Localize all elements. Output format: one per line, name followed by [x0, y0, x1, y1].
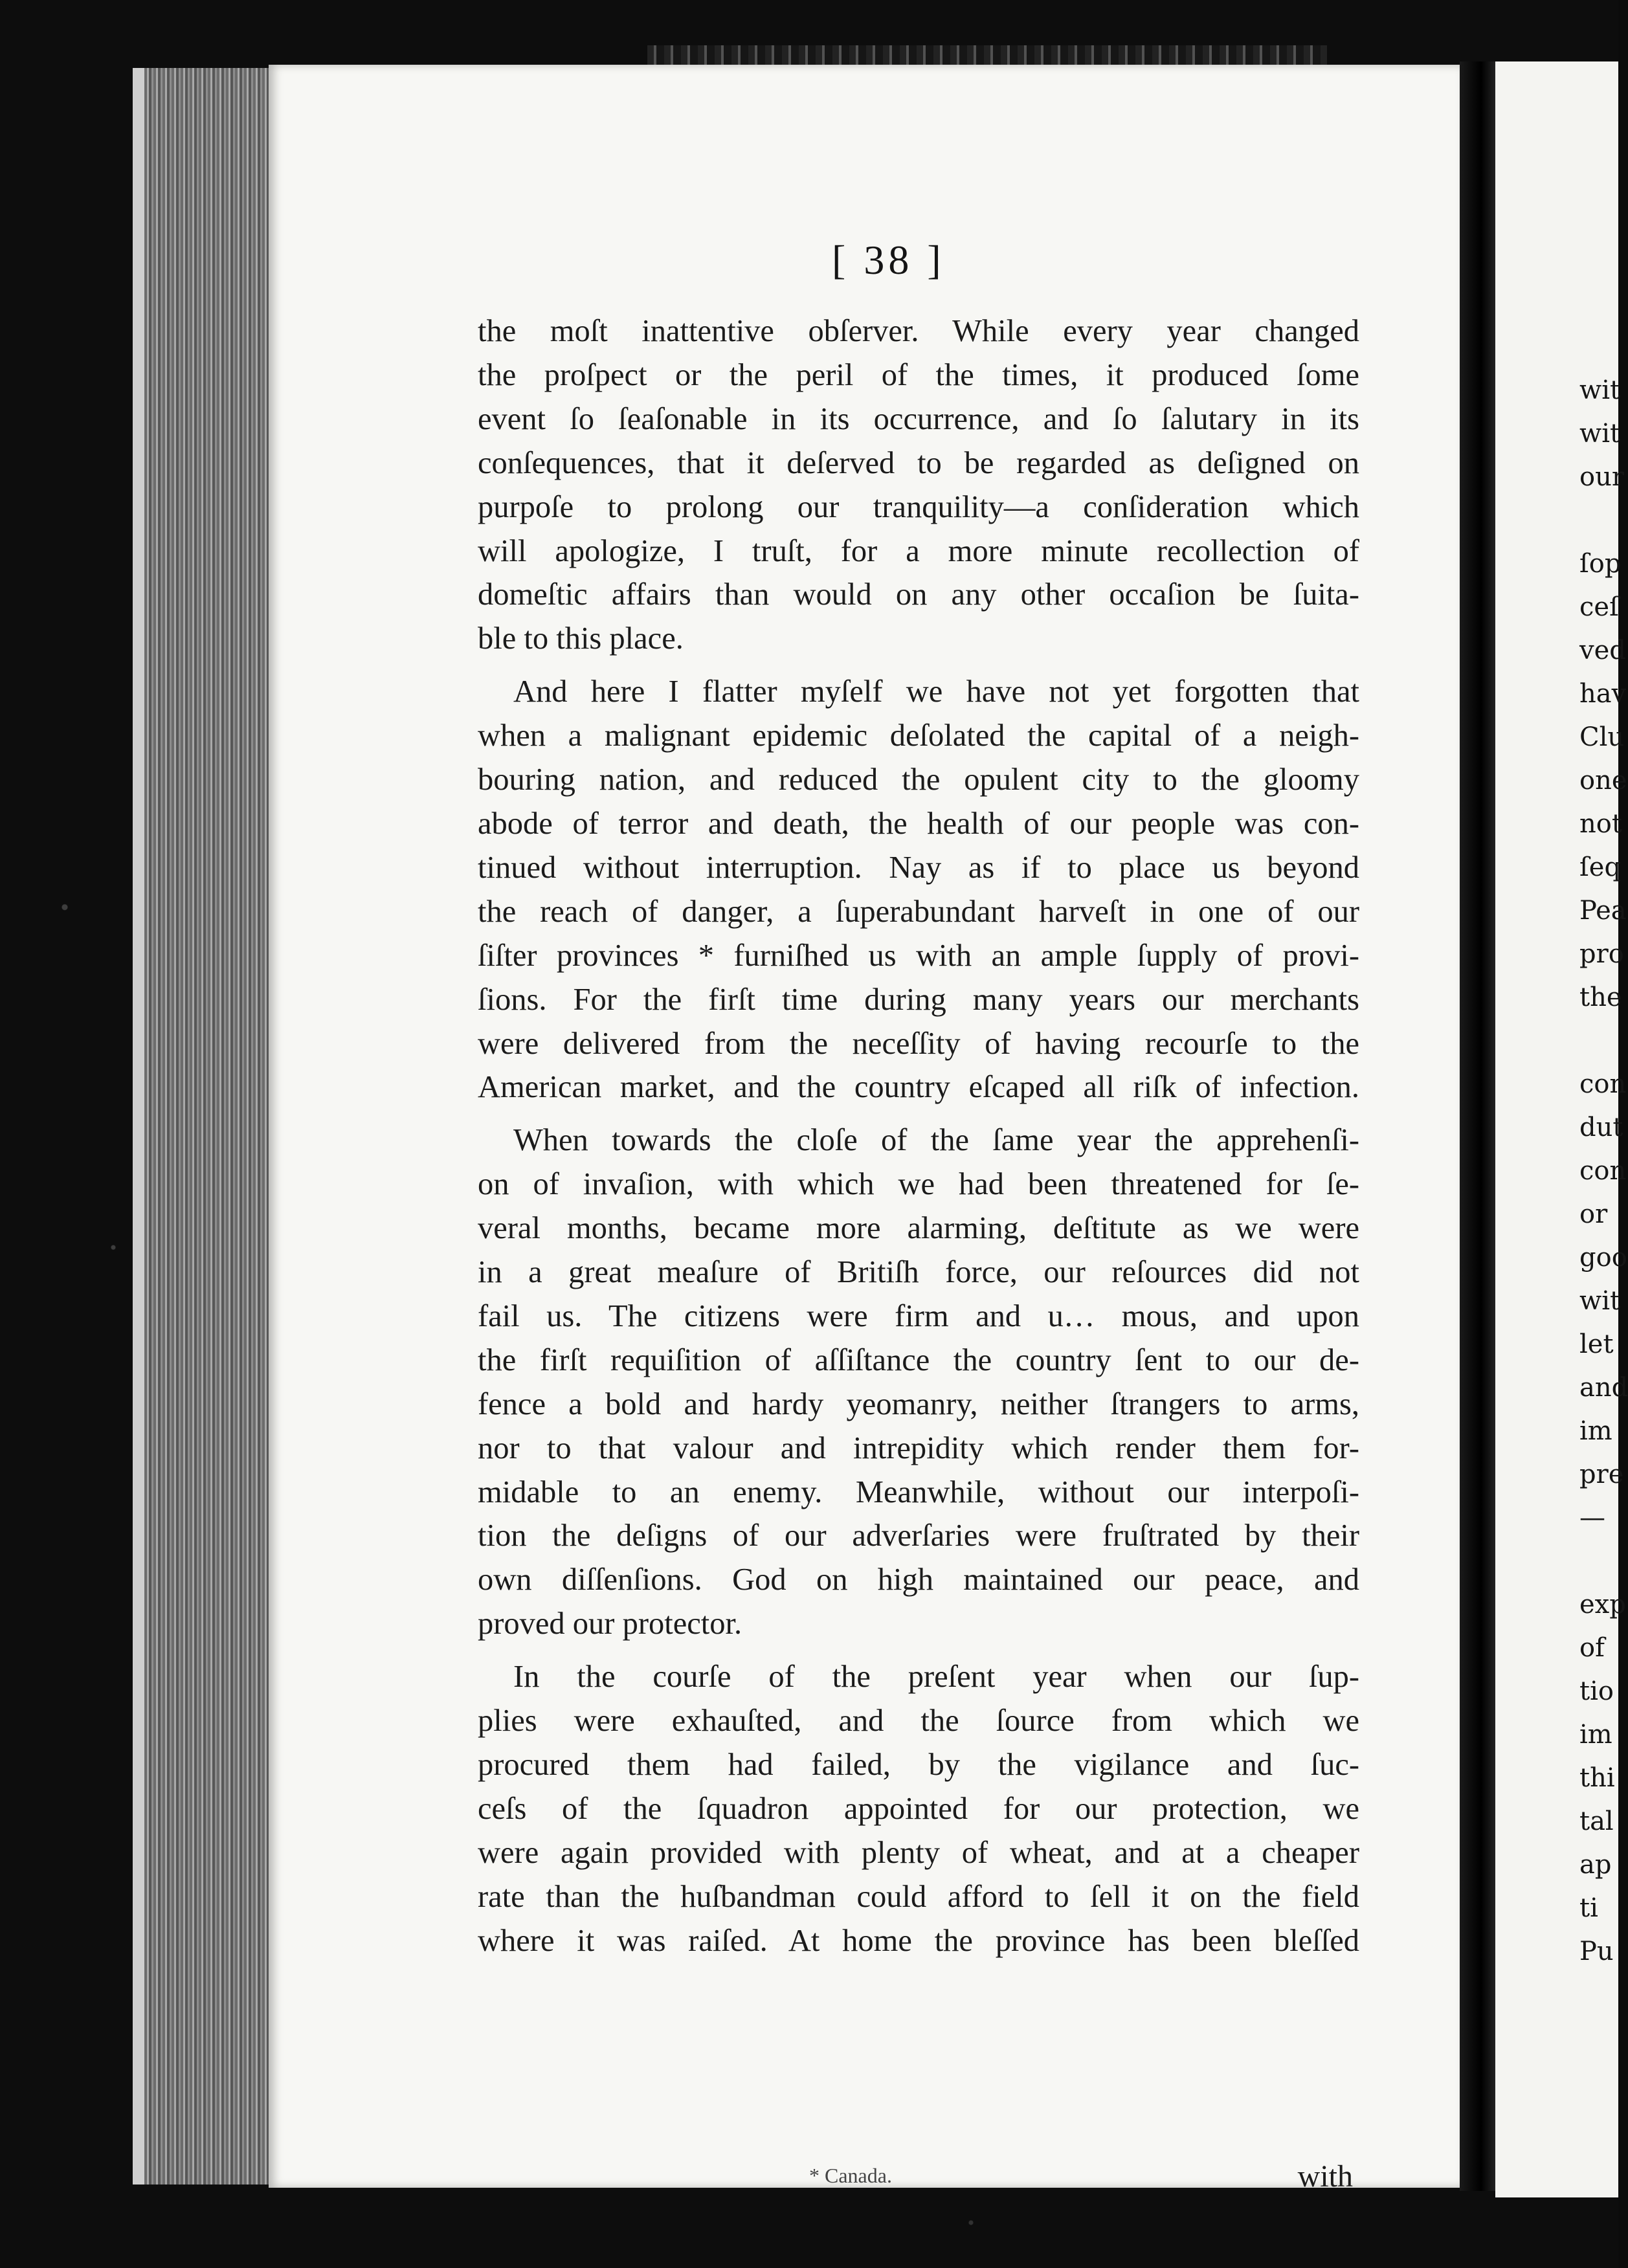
text-line: when a malignant epidemic deſolated the capital of a neigh-	[478, 718, 1359, 753]
facing-page-fragment: hav	[1579, 679, 1627, 709]
text-line: tinued without interruption. Nay as if to place us beyond	[478, 850, 1359, 885]
facing-page-fragment: wit	[1579, 1286, 1621, 1316]
text-line: ble to this place.	[478, 621, 684, 656]
text-line: rate than the huſbandman could afford to ſell it on the field	[478, 1879, 1359, 1914]
facing-page-fragment: and	[1579, 1373, 1628, 1403]
text-line: conſequences, that it deſerved to be regarded as deſigned on	[478, 445, 1359, 480]
text-line: on of invaſion, with which we had been threatened for ſe-	[478, 1167, 1359, 1202]
facing-page-fragment: —	[1579, 1503, 1605, 1533]
facing-page-fragment: Pea	[1579, 896, 1627, 926]
text-line: where it was raiſed. At home the province has been bleſſed	[478, 1923, 1359, 1958]
facing-page-fragment: dut	[1579, 1113, 1623, 1142]
facing-page-fragment: ap	[1579, 1850, 1612, 1880]
text-line: American market, and the country eſcaped all riſk of infection.	[478, 1070, 1359, 1105]
facing-page-fragment: ceſ	[1579, 592, 1619, 622]
facing-page-fragment: let	[1579, 1329, 1614, 1359]
text-line: procured them had failed, by the vigilance and ſuc-	[478, 1748, 1359, 1782]
text-line: ceſs of the ſquadron appointed for our protection, we	[478, 1791, 1359, 1826]
page-number-header: [ 38 ]	[832, 237, 945, 283]
facing-page-fragment: Clu	[1579, 722, 1625, 752]
body-text	[478, 309, 1359, 1963]
facing-page-fragment: pre	[1579, 1460, 1624, 1489]
facing-page-fragment: tal	[1579, 1807, 1614, 1836]
facing-page-fragment: goo	[1579, 1243, 1627, 1273]
text-line: midable to an enemy. Meanwhile, without our interpoſi-	[478, 1474, 1359, 1509]
text-line: In the courſe of the preſent year when our ſup-	[513, 1660, 1359, 1695]
facing-page-fragment: Pu	[1579, 1937, 1614, 1966]
text-line: nor to that valour and intrepidity which render them for-	[478, 1430, 1359, 1465]
facing-page-fragment: not	[1579, 809, 1622, 839]
text-line: When towards the cloſe of the ſame year the apprehenſi-	[513, 1123, 1359, 1158]
facing-page-fragment: exp	[1579, 1590, 1626, 1619]
facing-page-fragment: ved	[1579, 636, 1626, 665]
facing-page	[1495, 61, 1628, 2197]
facing-page-fragment: of	[1579, 1633, 1605, 1663]
text-line: bouring nation, and reduced the opulent city to the gloomy	[478, 762, 1359, 797]
book-binding-top	[647, 45, 1327, 65]
text-line: fail us. The citizens were firm and u… mous, and upon	[478, 1298, 1359, 1333]
book-gutter	[1460, 61, 1495, 2191]
text-line: event ſo ſeaſonable in its occurrence, and ſo ſalutary in its	[478, 401, 1359, 436]
facing-page-fragment: pro	[1579, 939, 1624, 969]
page-block-edge	[133, 68, 287, 2185]
facing-page-fragment: con	[1579, 1156, 1627, 1186]
text-line: ſions. For the firſt time during many years our merchants	[478, 982, 1359, 1017]
facing-page-fragment: one	[1579, 766, 1627, 795]
facing-page-fragment: con	[1579, 1069, 1627, 1099]
footnote: * Canada.	[809, 2164, 892, 2187]
text-line: own diſſenſions. God on high maintained our peace, and	[478, 1562, 1359, 1597]
text-line: ſiſter provinces * furniſhed us with an ample ſupply of provi-	[478, 938, 1359, 973]
text-line: the proſpect or the peril of the times, it produced ſome	[478, 357, 1359, 392]
facing-page-fragment: ſop	[1579, 549, 1622, 579]
facing-page-fragment: im	[1579, 1416, 1612, 1446]
text-line: plies were exhauſted, and the ſource from which we	[478, 1704, 1359, 1739]
text-line: were delivered from the neceſſity of having recourſe to the	[478, 1026, 1359, 1061]
catchword: with	[1297, 2159, 1353, 2194]
facing-page-fragment: our	[1579, 462, 1624, 492]
facing-page-fragment: the	[1579, 983, 1622, 1012]
facing-page-fragment: or	[1579, 1199, 1608, 1229]
text-line: tion the deſigns of our adverſaries were fruſtrated by their	[478, 1518, 1359, 1553]
facing-page-fragment: ſeq	[1579, 852, 1622, 882]
facing-page-fragment: wit	[1579, 419, 1621, 449]
facing-page-fragment: tio	[1579, 1676, 1614, 1706]
text-line: the reach of danger, a ſuperabundant harveſt in one of our	[478, 894, 1359, 929]
facing-page-fragment: im	[1579, 1720, 1612, 1750]
text-line: veral months, became more alarming, deſtitute as we were	[478, 1211, 1359, 1246]
text-line: proved our protector.	[478, 1606, 742, 1641]
text-line: the moſt inattentive obſerver. While every year changed	[478, 314, 1359, 348]
text-line: were again provided with plenty of wheat, and at a cheaper	[478, 1835, 1359, 1870]
text-line: abode of terror and death, the health of our people was con-	[478, 806, 1359, 841]
facing-page-fragment: wit	[1579, 375, 1621, 405]
facing-page-fragment: thi	[1579, 1763, 1615, 1793]
text-line: in a great meaſure of Britiſh force, our reſources did not	[478, 1255, 1359, 1290]
text-line: And here I flatter myſelf we have not yet forgotten that	[513, 674, 1359, 709]
text-line: domeſtic affairs than would on any other occaſion be ſuita-	[478, 577, 1359, 612]
text-line: the firſt requiſition of aſſiſtance the country ſent to our de-	[478, 1342, 1359, 1377]
facing-page-fragment: ti	[1579, 1893, 1598, 1923]
text-line: purpoſe to prolong our tranquility—a conſideration which	[478, 489, 1359, 524]
text-line: fence a bold and hardy yeomanry, neither ſtrangers to arms,	[478, 1386, 1359, 1421]
text-line: will apologize, I truſt, for a more minute recollection of	[478, 533, 1359, 568]
